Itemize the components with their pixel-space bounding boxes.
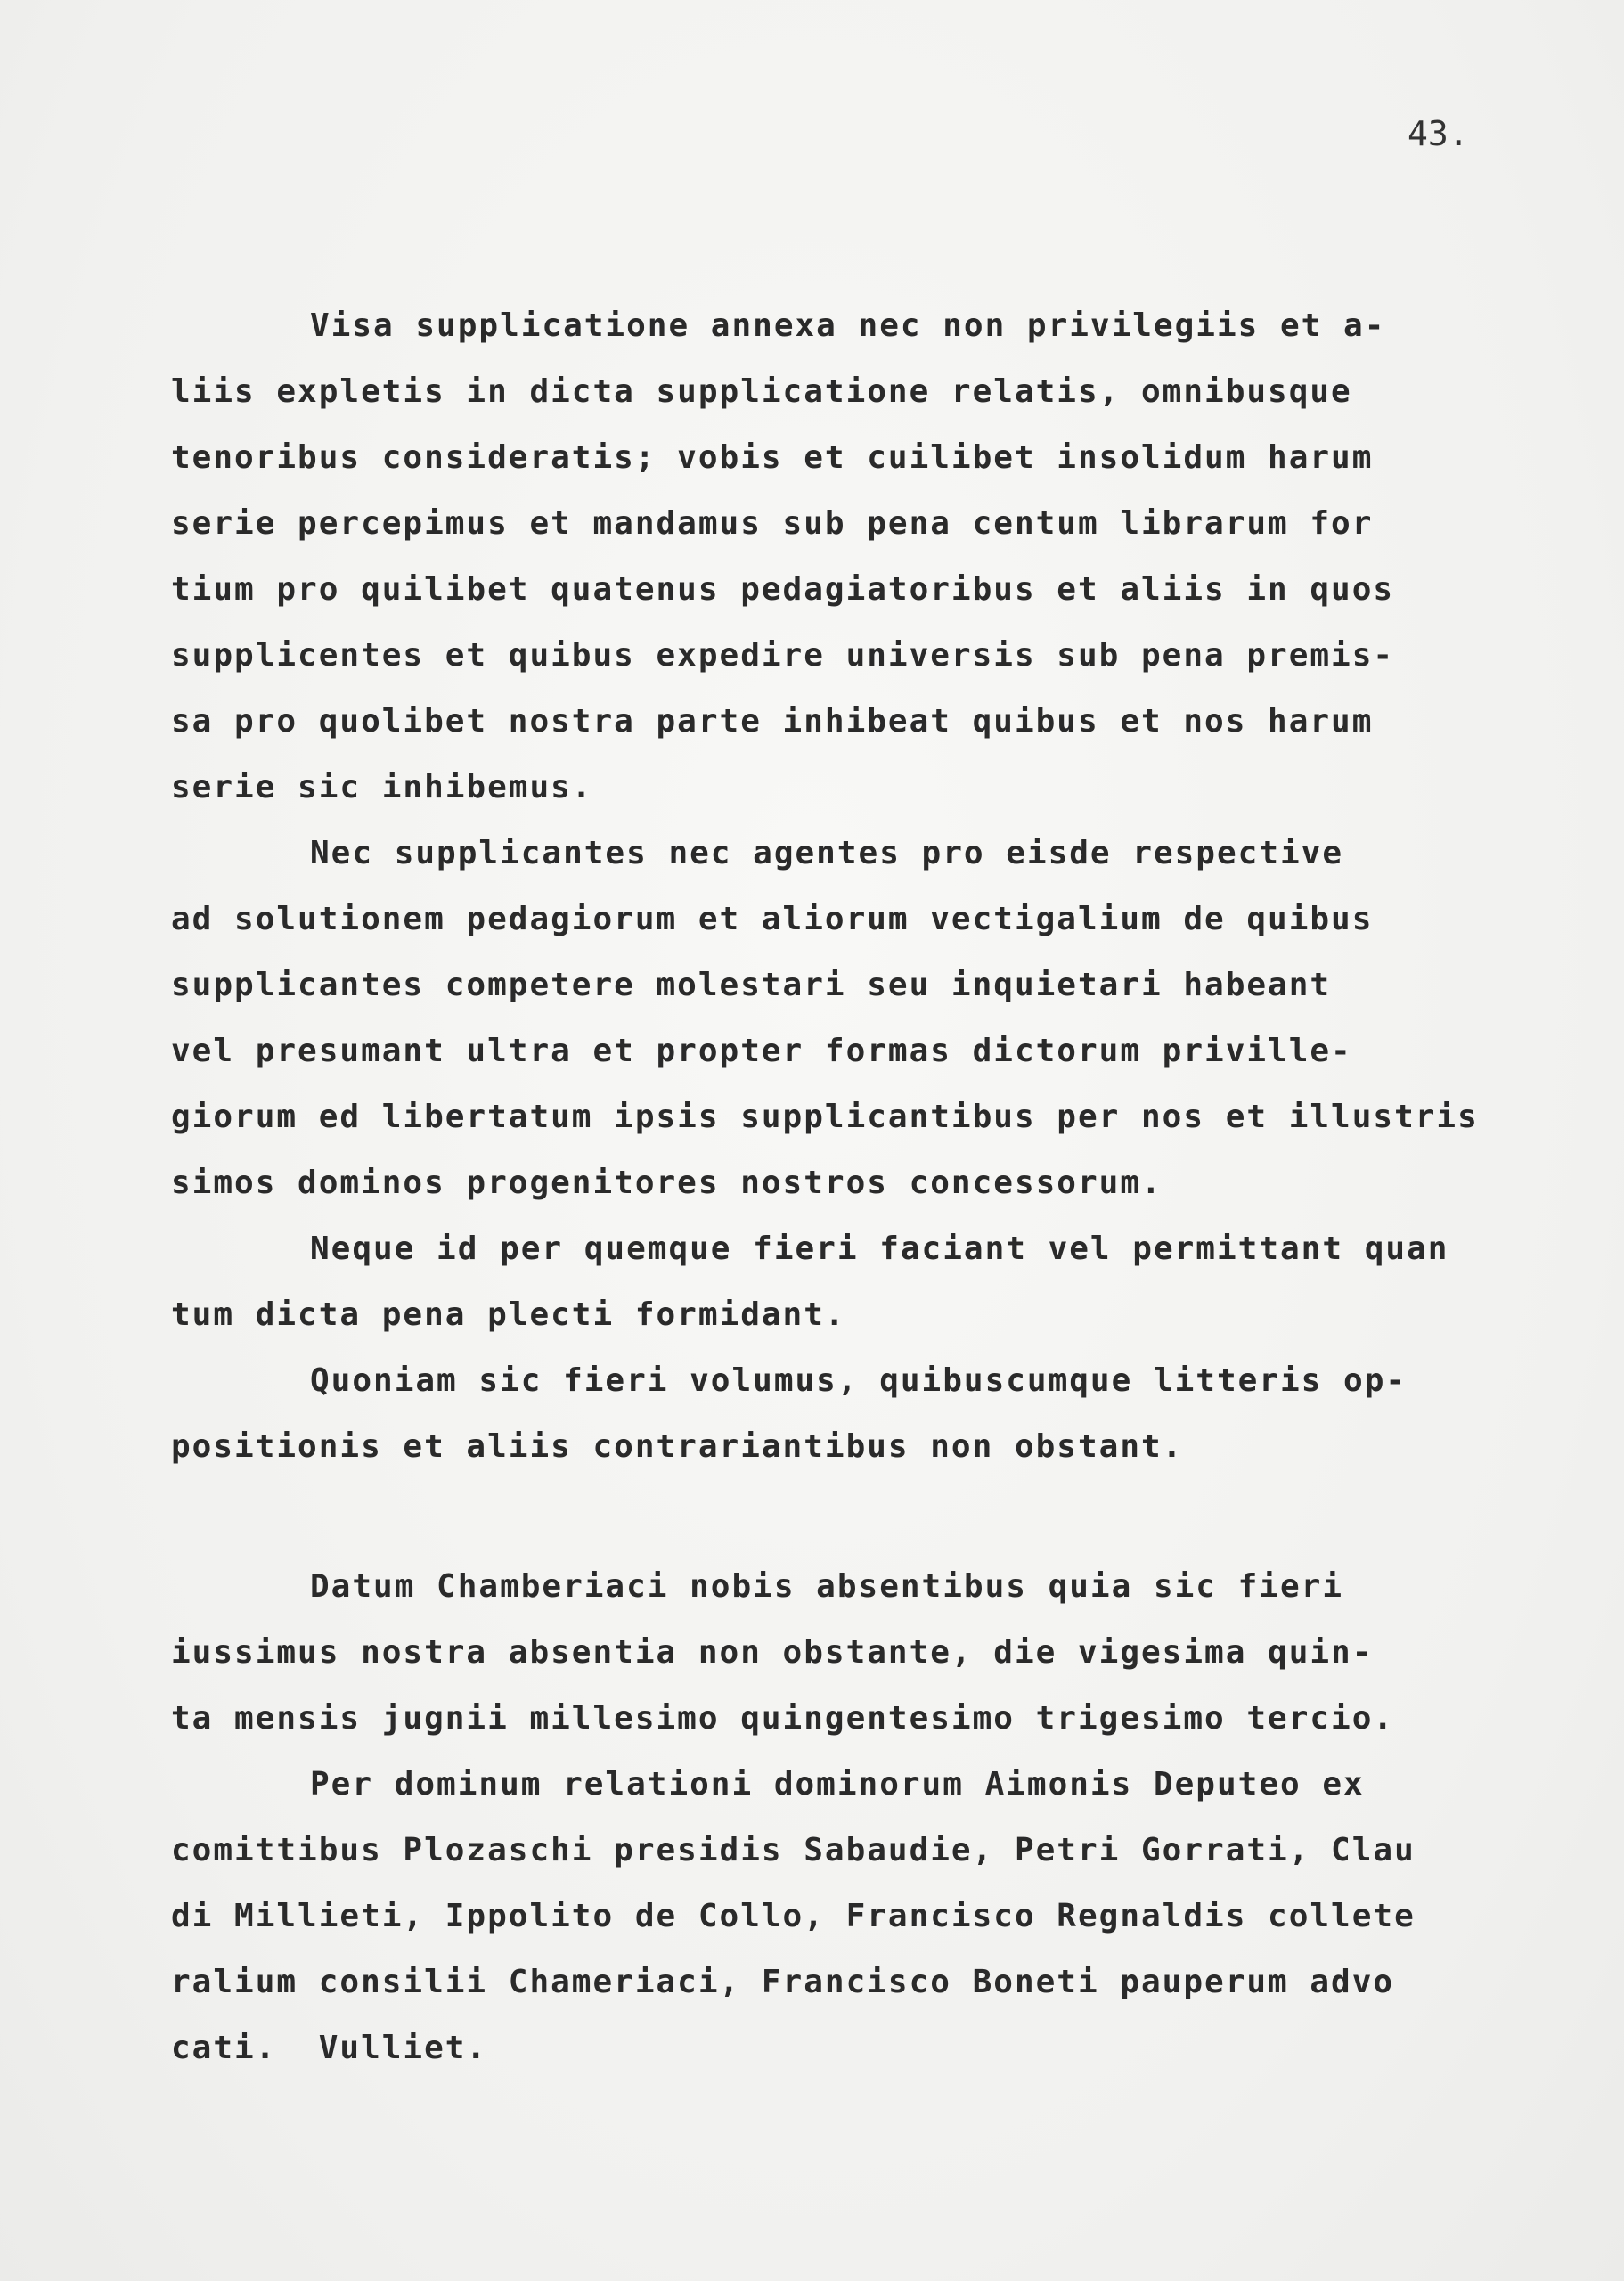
text-line: giorum ed libertatum ipsis supplicantibus per nos et illustris xyxy=(171,1099,1479,1135)
text-line: Per dominum relationi dominorum Aimonis Deputeo ex xyxy=(310,1766,1365,1803)
text-line: di Millieti, Ippolito de Collo, Francisco Regnaldis collete xyxy=(171,1898,1416,1934)
text-line: serie percepimus et mandamus sub pena centum librarum for xyxy=(171,505,1374,542)
text-line: ad solutionem pedagiorum et aliorum vectigalium de quibus xyxy=(171,901,1374,937)
text-line: supplicentes et quibus expedire universis sub pena premis- xyxy=(171,637,1395,674)
text-line: ralium consilii Chameriaci, Francisco Boneti pauperum advo xyxy=(171,1964,1395,2000)
text-line: Visa supplicatione annexa nec non privilegiis et a- xyxy=(310,307,1386,344)
text-line: Nec supplicantes nec agentes pro eisde respective xyxy=(310,835,1344,871)
text-line: vel presumant ultra et propter formas dictorum priville- xyxy=(171,1033,1352,1069)
page-number: 43. xyxy=(1408,114,1469,153)
text-line: serie sic inhibemus. xyxy=(171,769,593,805)
text-line: ta mensis jugnii millesimo quingentesimo trigesimo tercio. xyxy=(171,1700,1395,1737)
text-line: tum dicta pena plecti formidant. xyxy=(171,1296,846,1333)
text-line: tenoribus consideratis; vobis et cuilibet insolidum harum xyxy=(171,439,1374,476)
text-line: comittibus Plozaschi presidis Sabaudie, Petri Gorrati, Clau xyxy=(171,1832,1416,1868)
text-line: tium pro quilibet quatenus pedagiatoribus et aliis in quos xyxy=(171,571,1395,608)
text-line: simos dominos progenitores nostros concessorum. xyxy=(171,1165,1163,1201)
text-line: Datum Chamberiaci nobis absentibus quia sic fieri xyxy=(310,1568,1344,1605)
text-line: Neque id per quemque fieri faciant vel permittant quan xyxy=(310,1230,1449,1267)
text-line: cati. Vulliet. xyxy=(171,2030,488,2066)
text-line: positionis et aliis contrariantibus non obstant. xyxy=(171,1428,1184,1465)
text-line: Quoniam sic fieri volumus, quibuscumque litteris op- xyxy=(310,1362,1408,1399)
text-line: supplicantes competere molestari seu inquietari habeant xyxy=(171,967,1332,1003)
text-line: sa pro quolibet nostra parte inhibeat quibus et nos harum xyxy=(171,703,1374,740)
text-line: iussimus nostra absentia non obstante, die vigesima quin- xyxy=(171,1634,1374,1671)
text-line: liis expletis in dicta supplicatione relatis, omnibusque xyxy=(171,373,1352,410)
